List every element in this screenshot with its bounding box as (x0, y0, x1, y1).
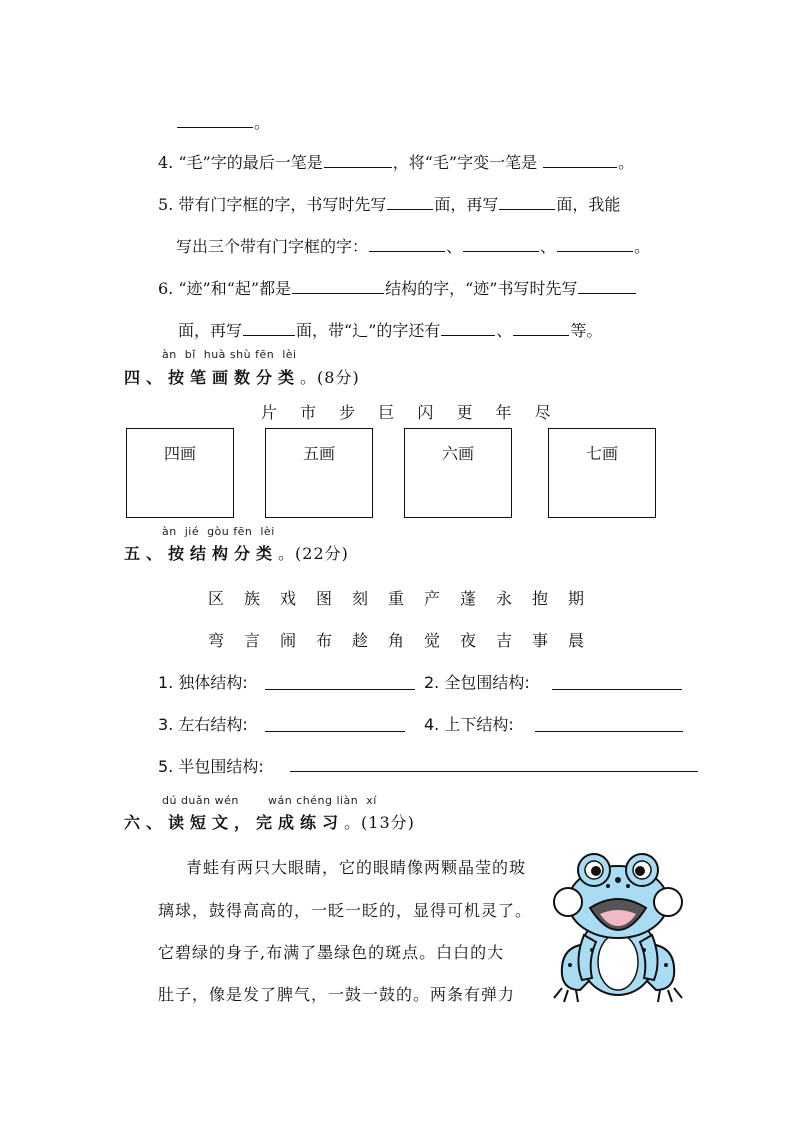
section4-score: 。(8分) (300, 368, 360, 387)
char-item: 布 (315, 631, 332, 650)
section5-score: 。(22分) (278, 544, 349, 563)
stroke-box-5[interactable]: 五画 (265, 428, 373, 518)
stroke-box-6[interactable]: 六画 (404, 428, 512, 518)
structure-q5-blank[interactable] (290, 770, 698, 772)
answer-blank[interactable] (177, 113, 253, 128)
stroke-box-4[interactable]: 四画 (126, 428, 234, 518)
structure-q2-blank[interactable] (552, 688, 682, 690)
answer-blank[interactable] (292, 279, 384, 294)
section5-title: 五、按结构分类 (124, 544, 279, 563)
answer-blank[interactable] (578, 279, 636, 294)
char-item: 尽 (534, 403, 551, 422)
char-item: 片 (260, 403, 277, 422)
char-item: 趁 (351, 631, 368, 650)
section6-score: 。(13分) (344, 813, 415, 832)
char-item: 永 (495, 589, 512, 608)
section4-char-list (252, 400, 560, 423)
passage-line-4: 肚子，像是发了脾气，一鼓一鼓的。两条有弹力 (158, 985, 516, 1004)
char-item: 晨 (567, 631, 584, 650)
answer-blank[interactable] (543, 153, 617, 168)
char-item: 抱 (531, 589, 548, 608)
answer-blank[interactable] (557, 237, 633, 252)
structure-q4-label: 4. 上下结构: (424, 715, 514, 734)
question-4: 4. “毛”字的最后一笔是 ，将“毛”字变一笔是 。 (158, 153, 635, 172)
char-item: 巨 (378, 403, 395, 422)
char-item: 产 (423, 589, 440, 608)
char-item: 夜 (459, 631, 476, 650)
char-item: 言 (243, 631, 260, 650)
char-item: 图 (315, 589, 332, 608)
stroke-box-7[interactable]: 七画 (548, 428, 656, 518)
answer-blank[interactable] (463, 237, 539, 252)
section4-pinyin: àn bǐ huà shù fēn lèi (162, 348, 297, 361)
question-5: 5. 带有门字框的字，书写时先写 面，再写 面，我能 (158, 195, 621, 214)
structure-q2-label: 2. 全包围结构: (424, 673, 530, 692)
char-item: 市 (300, 403, 317, 422)
section6-pinyin-2: wán chéng liàn xí (268, 794, 377, 807)
section5-heading (124, 541, 349, 564)
char-item: 弯 (207, 631, 224, 650)
answer-blank[interactable] (243, 321, 295, 336)
answer-blank[interactable] (499, 195, 555, 210)
structure-q1-blank[interactable] (265, 688, 415, 690)
char-item: 闹 (279, 631, 296, 650)
question-5-line2: 写出三个带有门字框的字： 、 、 。 (176, 237, 651, 256)
question-6: 6. “迹”和“起”都是 结构的字，“迹”书写时先写 (158, 276, 637, 299)
frog-icon (552, 850, 684, 1005)
char-item: 闪 (417, 403, 434, 422)
answer-blank[interactable] (387, 195, 433, 210)
char-item: 事 (531, 631, 548, 650)
char-item: 刻 (351, 589, 368, 608)
structure-q1-label: 1. 独体结构: (158, 673, 248, 692)
char-item: 年 (495, 403, 512, 422)
passage-line-2: 璃球，鼓得高高的，一眨一眨的，显得可机灵了。 (158, 901, 533, 920)
answer-blank[interactable] (441, 321, 495, 336)
question-6-line2: 面，再写 面，带“辶”的字还有 、 等。 (178, 321, 603, 340)
char-item: 觉 (423, 631, 440, 650)
structure-q3-blank[interactable] (265, 730, 405, 732)
section6-title-2: 完成练习 (256, 813, 345, 832)
answer-blank[interactable] (369, 237, 445, 252)
section4-heading (124, 365, 360, 388)
q4-text: ，将“毛”字变一笔是 (392, 153, 543, 172)
section6-heading (124, 810, 415, 833)
q4-text: 4. “毛”字的最后一笔是 (158, 153, 323, 172)
char-item: 族 (243, 589, 260, 608)
section5-pinyin: àn jié gòu fēn lèi (162, 525, 275, 538)
char-item: 更 (456, 403, 473, 422)
passage-line-1: 青蛙有两只大眼睛，它的眼睛像两颗晶莹的玻 (186, 858, 527, 877)
char-item: 吉 (495, 631, 512, 650)
structure-q3-label: 3. 左右结构: (158, 715, 248, 734)
structure-q4-blank[interactable] (535, 730, 683, 732)
char-item: 区 (207, 589, 224, 608)
char-item: 期 (567, 589, 584, 608)
char-item: 戏 (279, 589, 296, 608)
passage-line-3: 它碧绿的身子,布满了墨绿色的斑点。白白的大 (158, 943, 505, 962)
structure-q5-label: 5. 半包围结构: (158, 757, 264, 776)
answer-blank[interactable] (513, 321, 569, 336)
section5-char-row-2 (198, 628, 594, 651)
char-item: 角 (387, 631, 404, 650)
char-item: 步 (339, 403, 356, 422)
section4-title: 四、按笔画数分类 (124, 368, 301, 387)
section6-pinyin-1: dú duǎn wén (162, 794, 239, 807)
section6-title: 六、读短文， (124, 813, 257, 832)
section5-char-row-1 (198, 586, 594, 609)
q5-text: 5. 带有门字框的字，书写时先写 (158, 195, 387, 214)
char-item: 重 (387, 589, 404, 608)
answer-blank[interactable] (324, 153, 392, 168)
char-item: 蓬 (459, 589, 476, 608)
q3-continued-line: 。 (176, 110, 270, 133)
